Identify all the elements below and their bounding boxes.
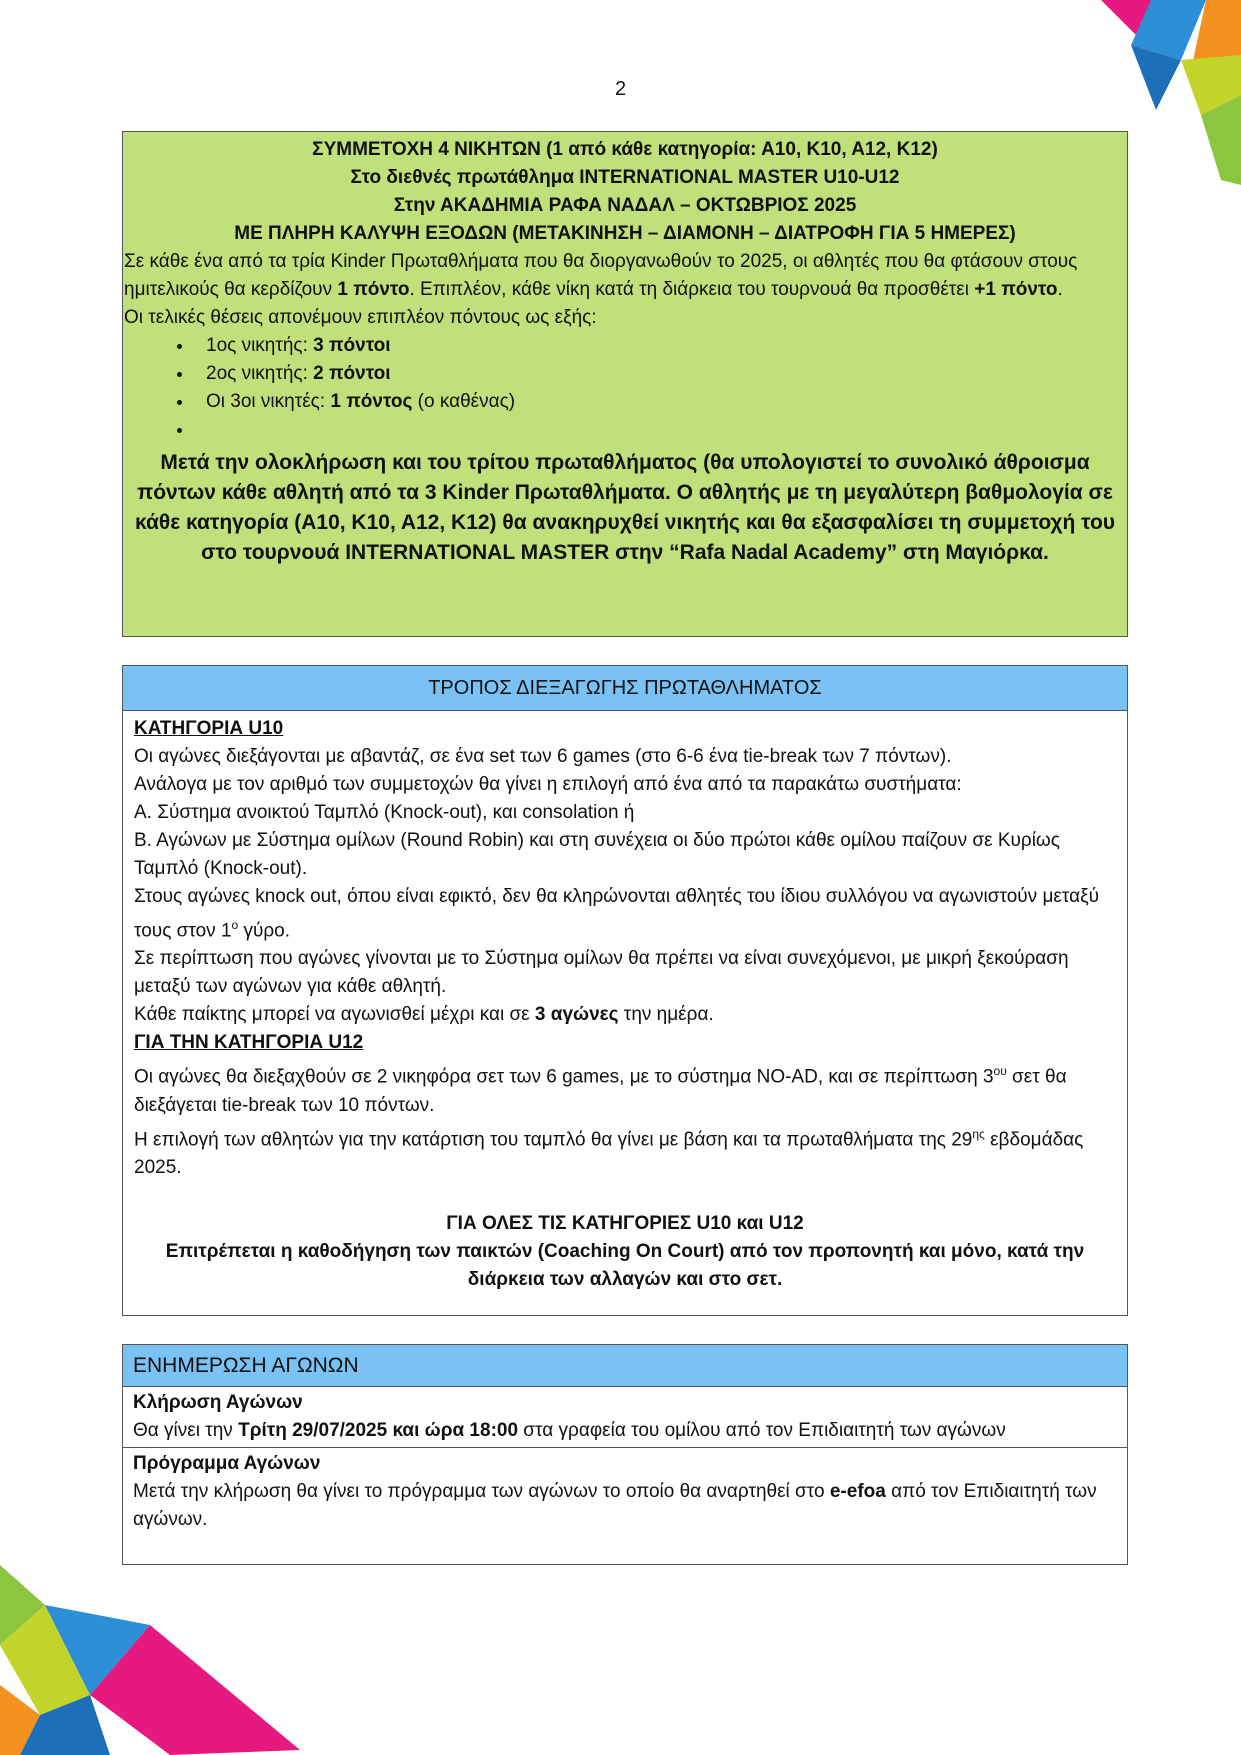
points-list [124,332,1126,444]
final-ranking-paragraph: Μετά την ολοκλήρωση και του τρίτου πρωταθλήματος (θα υπολογιστεί το συνολικό άθροισμα πόντων κάθε αθλητή από τα 3 Kinder Πρωταθλήματα. Ο αθλητής με τη μεγαλύτερη βαθμολογία σε κάθε κατηγορία (Α10, Κ10, Α12, Κ12) θα ανακηρυχθεί νικητής και θα εξασφαλίσει τη συμμετοχή του στο τουρνουά INTERNATIONAL MASTER στην “Rafa Nadal Academy” στη Μαγιόρκα. [134,451,1116,564]
u10-line: Β. Αγώνων με Σύστημα ομίλων (Round Robin) και στη συνέχεια οι δύο πρώτοι κάθε ομίλου παίζουν σε Κυρίως Ταμπλό (Knock-out). [134,830,1060,879]
u12-selection-rule: Η επιλογή των αθλητών για την κατάρτιση του ταμπλό θα γίνει με βάση και τα πρωταθλήματα της $29^{\eta\varsigma}$ εβδομάδας 2025. [134,1126,1084,1178]
program-section [123,1447,1127,1536]
conduct-body [123,711,1127,1298]
u12-format-rule: Οι αγώνες θα διεξαχθούν σε 2 νικηφόρα σετ των 6 games, με το σύστημα NO-AD, και σε περίπτωση $3^{o\upsilon}$ σετ θα διεξάγεται tie-break των 10 πόντων. [134,1064,1067,1116]
draw-details: Θα γίνει την Τρίτη 29/07/2025 και ώρα 18:00 στα γραφεία του ομίλου από τον Επιδιαιτητή των αγώνων [133,1420,1006,1441]
prize-heading-line: ΣΥΜΜΕΤΟΧΗ 4 ΝΙΚΗΤΩΝ (1 από κάθε κατηγορία: Α10, Κ10, Α12, Κ12) [312,139,938,160]
list-item: • 1ος νικητής: 3 πόντοι [194,332,1126,360]
prize-heading-line: Στην ΑΚΑΔΗΜΙΑ ΡΑΦΑ ΝΑΔΑΛ – ΟΚΤΩΒΡΙΟΣ 2025 [393,195,857,216]
max-matches-rule: Κάθε παίκτης μπορεί να αγωνισθεί μέχρι και σε 3 αγώνες την ημέρα. [134,1004,714,1026]
round-robin-rule: Σε περίπτωση που αγώνες γίνονται με το Σύστημα ομίλων θα πρέπει να είναι συνεχόμενοι, με μικρή ξεκούραση μεταξύ των αγώνων για κάθε αθλητή. [134,948,1069,998]
page-number: 2 [614,78,627,100]
corner-decoration-bottom-left [0,1565,300,1755]
list-item [194,416,1126,444]
knockout-rule: Στους αγώνες knock out, όπου είναι εφικτό, δεν θα κληρώνονται αθλητές του ίδιου συλλόγου να αγωνιστούν μεταξύ τους στον $1^o$ γύρο. [134,886,1099,942]
u12-heading: ΓΙΑ ΤΗΝ ΚΑΤΗΓΟΡΙΑ U12 [134,1032,364,1054]
all-categories-heading: ΓΙΑ ΟΛΕΣ ΤΙΣ ΚΑΤΗΓΟΡΙΕΣ U10 και U12 [446,1212,804,1234]
u10-line: Οι αγώνες διεξάγονται με αβαντάζ, σε ένα set των 6 games (στο 6-6 ένα tie-break των 7 πόντων). [134,746,952,767]
prize-heading-line: ΜΕ ΠΛΗΡΗ ΚΑΛΥΨΗ ΕΞΟΔΩΝ (ΜΕΤΑΚΙΝΗΣΗ – ΔΙΑΜΟΝΗ – ΔΙΑΤΡΟΦΗ ΓΙΑ 5 ΗΜΕΡΕΣ) [234,223,1016,244]
list-item: • 2ος νικητής: 2 πόντοι [194,360,1126,388]
points-paragraph: Σε κάθε ένα από τα τρία Kinder Πρωταθλήματα που θα διοργανωθούν το 2025, οι αθλητές που θα φτάσουν στους ημιτελικούς θα κερδίζουν 1 πόντο. Επιπλέον, κάθε νίκη κατά τη διάρκεια του τουρνουά θα προσθέτει +1 πόντο. [124,251,1078,300]
u10-line: Α. Σύστημα ανοικτού Ταμπλό (Knock-out), και consolation ή [134,802,635,823]
draw-heading: Κλήρωση Αγώνων [133,1392,303,1413]
u10-line: Ανάλογα με τον αριθμό των συμμετοχών θα γίνει η επιλογή από ένα από τα παρακάτω συστήματα: [134,774,962,795]
conduct-box [122,665,1128,1316]
coaching-rule: Επιτρέπεται η καθοδήγηση των παικτών (Coaching On Court) από τον προπονητή και μόνο, κατά την διάρκεια των αλλαγών και στο σετ. [165,1240,1085,1290]
u10-heading: ΚΑΤΗΓΟΡΙΑ U10 [134,718,284,739]
match-info-title: ΕΝΗΜΕΡΩΣΗ ΑΓΩΝΩΝ [123,1345,1127,1387]
conduct-title: ΤΡΟΠΟΣ ΔΙΕΞΑΓΩΓΗΣ ΠΡΩΤΑΘΛΗΜΑΤΟΣ [123,666,1127,711]
program-details: Μετά την κλήρωση θα γίνει το πρόγραμμα των αγώνων το οποίο θα αναρτηθεί στο e-efoa από τον Επιδιαιτητή των αγώνων. [133,1481,1097,1530]
program-heading: Πρόγραμμα Αγώνων [133,1453,321,1474]
final-positions-intro: Οι τελικές θέσεις απονέμουν επιπλέον πόντους ως εξής: [124,307,597,328]
prize-heading-line: Στο διεθνές πρωτάθλημα INTERNATIONAL MASTER U10-U12 [350,167,900,188]
prize-box [122,131,1128,637]
draw-section [123,1387,1127,1447]
match-info-box [122,1344,1128,1565]
list-item: • Οι 3οι νικητές: 1 πόντος (ο καθένας) [194,388,1126,416]
